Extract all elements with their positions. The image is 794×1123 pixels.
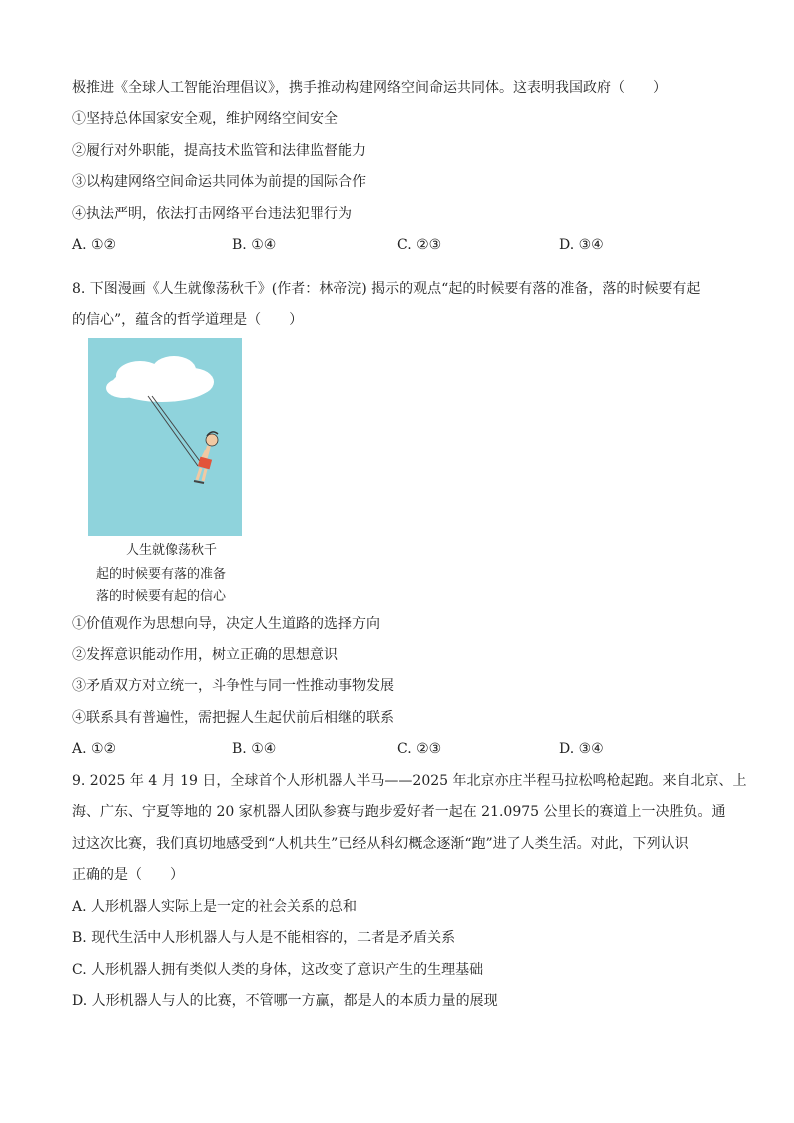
q9-stem-line-3: 过这次比赛，我们真切地感受到“人机共生”已经从科幻概念逐渐“跑”进了人类生活。对此，下列认识: [72, 836, 689, 852]
q9-stem-line-2: 海、广东、宁夏等地的 20 家机器人团队参赛与跑步爱好者一起在 21.0975 公里长的赛道上一决胜负。通: [72, 804, 726, 820]
q8-option-d: D. ③④: [559, 741, 604, 757]
q7-stem: 极推进《全球人工智能治理倡议》，携手推动构建网络空间命运共同体。这表明我国政府（ ）: [72, 80, 667, 96]
q8-stem-line-2: 的信心”，蕴含的哲学道理是（ ）: [72, 312, 304, 328]
comic-caption-line-1: 人生就像荡秋千: [126, 543, 218, 558]
q7-item-2: ②履行对外职能，提高技术监管和法律监督能力: [72, 143, 366, 159]
q9-stem-line-1: 9. 2025 年 4 月 19 日，全球首个人形机器人半马——2025 年北京亦庄半程马拉松鸣枪起跑。来自北京、上: [72, 773, 747, 789]
q8-option-b: B. ①④: [232, 741, 277, 757]
q8-option-a: A. ①②: [72, 741, 117, 757]
q8-item-1: ①价值观作为思想向导，决定人生道路的选择方向: [72, 616, 380, 632]
q7-option-d: D. ③④: [559, 237, 604, 253]
q9-stem-line-4: 正确的是（ ）: [72, 867, 184, 883]
q7-item-1: ①坚持总体国家安全观，维护网络空间安全: [72, 111, 338, 127]
q7-options: [72, 236, 712, 254]
q8-options: [72, 740, 712, 758]
q7-item-4: ④执法严明，依法打击网络平台违法犯罪行为: [72, 206, 352, 222]
q8-option-c: C. ②③: [397, 741, 442, 757]
q8-item-2: ②发挥意识能动作用，树立正确的思想意识: [72, 647, 338, 663]
q7-item-3: ③以构建网络空间命运共同体为前提的国际合作: [72, 174, 366, 190]
comic-caption-line-3: 落的时候要有起的信心: [96, 589, 227, 604]
swing-comic: [88, 338, 244, 608]
q9-option-d: D. 人形机器人与人的比赛，不管哪一方赢，都是人的本质力量的展现: [72, 993, 498, 1009]
q9-option-b: B. 现代生活中人形机器人与人是不能相容的，二者是矛盾关系: [72, 930, 456, 946]
q8-item-3: ③矛盾双方对立统一，斗争性与同一性推动事物发展: [72, 678, 394, 694]
q8-stem-line-1: 8. 下图漫画《人生就像荡秋千》(作者：林帝浣) 揭示的观点“起的时候要有落的准备，落的时候要有起: [72, 281, 701, 297]
q9-option-a: A. 人形机器人实际上是一定的社会关系的总和: [72, 899, 358, 915]
q9-option-c: C. 人形机器人拥有类似人类的身体，这改变了意识产生的生理基础: [72, 962, 484, 978]
q7-option-c: C. ②③: [397, 237, 442, 253]
q7-option-a: A. ①②: [72, 237, 117, 253]
comic-caption-line-2: 起的时候要有落的准备: [96, 567, 227, 582]
q8-item-4: ④联系具有普遍性，需把握人生起伏前后相继的联系: [72, 710, 394, 726]
swing-comic-illustration: [88, 338, 244, 608]
q7-option-b: B. ①④: [232, 237, 277, 253]
